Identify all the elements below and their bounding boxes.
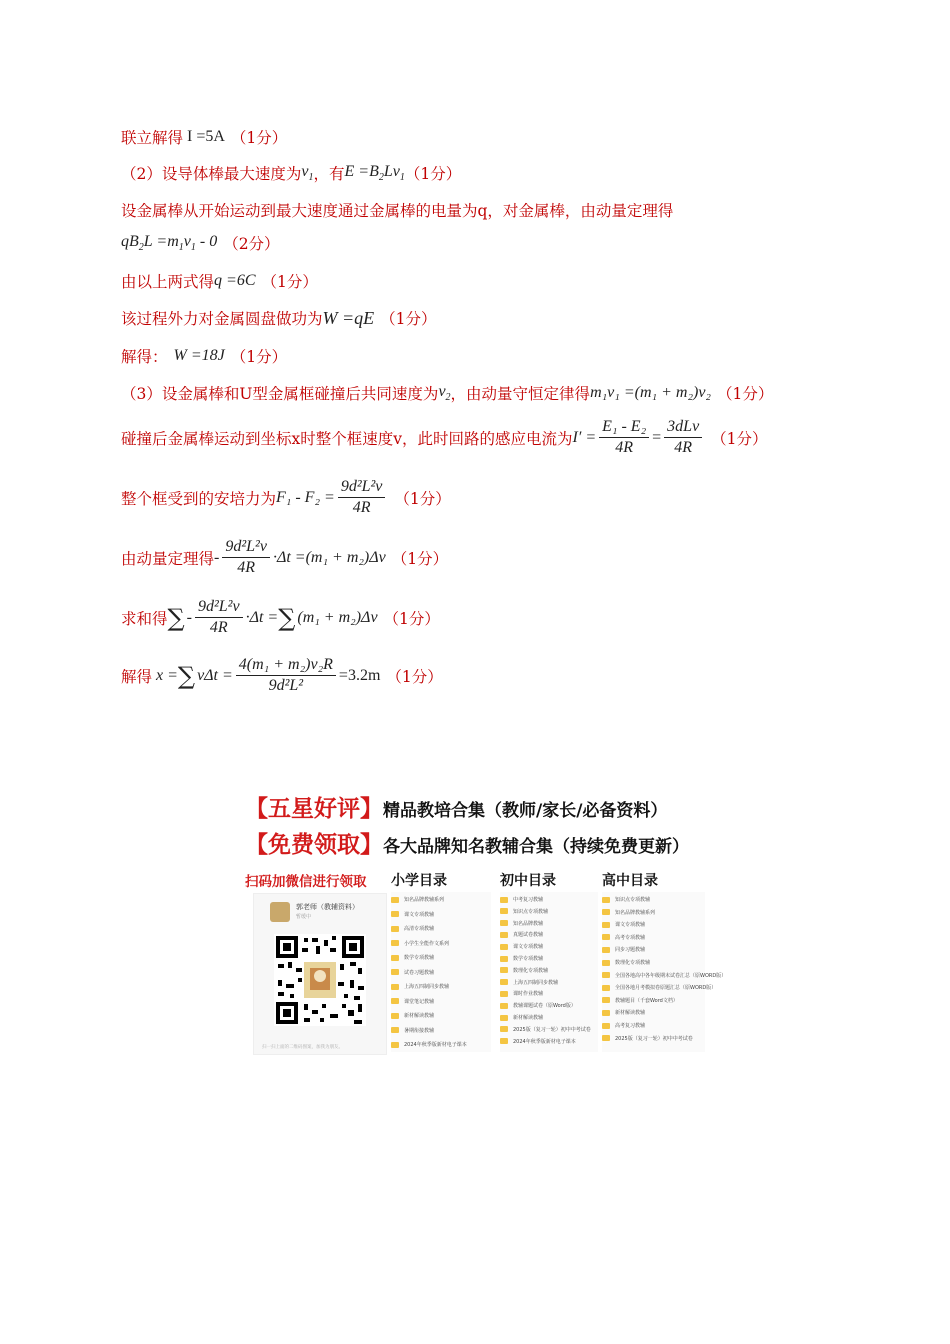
folder-icon — [500, 932, 508, 938]
folder-item[interactable] — [500, 1002, 576, 1009]
solution-line-2 — [121, 162, 461, 184]
folder-label: 知名品牌教辅系列 — [404, 897, 445, 903]
line-text: 由动量定理得 — [121, 549, 215, 568]
fraction: $\frac{\text{3dLv}}{4R}$ — [664, 418, 702, 457]
scan-label: 扫码加微信进行领取 — [245, 874, 367, 890]
folder-icon — [500, 944, 508, 950]
folder-icon — [391, 911, 399, 917]
folder-label: 小学生全能作文系列 — [404, 940, 450, 947]
equation-lhs: x = — [156, 666, 178, 684]
folder-label: 课文专项教辅 — [615, 922, 646, 929]
folder-item[interactable] — [602, 1022, 645, 1029]
solution-line-9 — [121, 418, 768, 457]
folder-icon — [602, 909, 610, 915]
high-folder-list — [602, 892, 727, 1052]
folder-item[interactable] — [602, 959, 650, 966]
folder-item[interactable] — [500, 1026, 591, 1033]
folder-label: 新材解读教辅 — [615, 1010, 646, 1017]
folder-label: 数理化专项教辅 — [513, 967, 549, 974]
folder-label: 2024年秋季版新材电子课本 — [513, 1038, 576, 1045]
sum-symbol: ∑ — [177, 661, 196, 690]
folder-icon — [602, 985, 610, 991]
folder-label: 上海五四制同步教辅 — [513, 979, 559, 986]
folder-item[interactable] — [391, 1041, 467, 1048]
folder-label: 知识点专项教辅 — [513, 908, 549, 915]
folder-icon — [500, 1015, 508, 1021]
folder-item[interactable] — [602, 997, 678, 1004]
folder-icon — [391, 969, 399, 975]
folder-icon — [391, 1013, 399, 1019]
folder-label: 知名品牌教辅 — [513, 920, 544, 927]
folder-label: 上海五四制同步教辅 — [404, 984, 450, 990]
solution-line-11 — [121, 538, 448, 577]
score-label: （1分） — [394, 489, 451, 508]
folder-icon — [391, 897, 399, 903]
folder-label: 高考复习教辅 — [615, 1023, 646, 1029]
line-text: 碰撞后金属棒运动到坐标x时整个框速度v，此时回路的感应电流为 — [121, 429, 573, 448]
score-label: （1分） — [404, 165, 462, 183]
folder-item[interactable] — [391, 969, 434, 976]
equation-lhs: I′ = — [572, 428, 597, 446]
primary-folder-list — [391, 892, 491, 1052]
fraction: $\frac{\text{E₁ - E₂}}{4R}$ — [599, 418, 649, 457]
score-label: （1分） — [717, 385, 774, 403]
folder-item[interactable] — [602, 972, 726, 979]
fraction: $\frac{\text{9d²L²v}}{4R}$ — [195, 598, 243, 637]
folder-item[interactable] — [391, 1012, 434, 1019]
fraction: $\frac{\text{4(m₁ + m₂)v₂R}}{\text{9d²L²}}$ — [236, 656, 336, 695]
folder-label: 教辅题目（千套Word文档） — [615, 997, 678, 1004]
folder-icon — [602, 997, 610, 1003]
fraction: $\frac{\text{9d²L²v}}{4R}$ — [222, 538, 270, 577]
sum-symbol: ∑ — [167, 603, 185, 632]
score-label: （1分） — [711, 429, 768, 448]
folder-label: 高清专项教辅 — [404, 926, 435, 932]
folder-icon — [500, 1026, 508, 1032]
primary-catalog-title: 小学目录 — [391, 873, 447, 889]
folder-icon — [602, 934, 610, 940]
contact-name: 郭老师（教辅资料） — [296, 903, 359, 911]
banner-headline-1: 【五星好评】精品教培合集（教师/家长/必备资料） — [245, 796, 668, 822]
folder-item[interactable] — [391, 983, 449, 990]
folder-label: 知名品牌教辅系列 — [615, 909, 656, 916]
folder-label: 知识点专项教辅 — [615, 897, 651, 903]
avatar — [270, 902, 290, 922]
folder-icon — [602, 1010, 610, 1016]
folder-item[interactable] — [500, 967, 548, 974]
folder-label: 2024年秋季版新材电子课本 — [404, 1042, 467, 1048]
folder-item[interactable] — [602, 921, 645, 928]
score-label: （1分） — [230, 348, 288, 366]
line-text: （2）设导体棒最大速度为 — [121, 165, 302, 183]
folder-icon — [500, 920, 508, 926]
folder-label: 全国各地月考模拟卷原题汇总（原WORD版） — [615, 985, 717, 992]
folder-icon — [500, 897, 508, 903]
folder-icon — [500, 956, 508, 962]
solution-line-6 — [121, 307, 437, 329]
folder-item[interactable] — [500, 990, 543, 997]
folder-label: 暑期衔接教辅 — [404, 1027, 435, 1034]
score-label: （1分） — [386, 667, 443, 686]
line-text: （3）设金属棒和U型金属框碰撞后共同速度为 — [121, 385, 439, 403]
folder-icon — [500, 979, 508, 985]
folder-item[interactable] — [391, 1027, 434, 1034]
qr-code-icon[interactable] — [274, 934, 366, 1026]
folder-icon — [391, 926, 399, 932]
line-text: 由以上两式得 — [121, 273, 215, 291]
folder-label: 课堂笔记教辅 — [404, 998, 435, 1005]
equation: $qB_2L =m_1v_1 - 0$ — [121, 232, 218, 254]
folder-item[interactable] — [602, 909, 655, 916]
folder-label: 数学专项教辅 — [404, 955, 435, 961]
solution-line-4 — [121, 232, 280, 254]
solution-line-1 — [121, 126, 287, 148]
folder-label: 中考复习教辅 — [513, 897, 544, 903]
folder-item[interactable] — [500, 896, 543, 903]
folder-item[interactable] — [500, 931, 543, 938]
folder-item[interactable] — [391, 911, 434, 918]
folder-icon — [500, 967, 508, 973]
line-text: 解得： — [121, 348, 168, 366]
contact-status: 暂缓中 — [296, 914, 312, 920]
folder-item[interactable] — [500, 943, 543, 950]
folder-label: 同步习题教辅 — [615, 947, 646, 954]
equation: W =18J — [173, 347, 225, 364]
solution-line-5 — [121, 270, 318, 292]
folder-icon — [602, 960, 610, 966]
solution-line-12 — [121, 598, 440, 637]
velocity-symbol: $v_2$ — [438, 382, 451, 404]
folder-icon — [500, 908, 508, 914]
line-text: 解得 — [121, 667, 153, 686]
line-text: ，有 — [313, 165, 345, 183]
folder-label: 课文专项教辅 — [513, 944, 544, 951]
folder-item[interactable] — [602, 1035, 693, 1042]
equation-mid: vΔt = — [197, 666, 233, 684]
folder-icon — [602, 1023, 610, 1029]
folder-item[interactable] — [500, 955, 543, 962]
equation-result: =3.2m — [338, 666, 381, 684]
velocity-symbol: $v_1$ — [301, 162, 314, 184]
equation: $E =B_2Lv_1$ — [344, 162, 405, 184]
qr-footnote: 扫一扫上面的二维码图案，加我为朋友。 — [262, 1045, 343, 1050]
folder-label: 新材解读教辅 — [404, 1013, 435, 1019]
folder-item[interactable] — [391, 998, 434, 1005]
folder-item[interactable] — [602, 934, 645, 941]
equals-sign: = — [652, 428, 662, 446]
line-text: 该过程外力对金属圆盘做功为 — [121, 310, 323, 328]
minus-sign: - — [214, 548, 220, 566]
folder-label: 高考专项教辅 — [615, 934, 646, 941]
folder-icon — [602, 1035, 610, 1041]
folder-item[interactable] — [500, 920, 543, 927]
folder-icon — [391, 940, 399, 946]
folder-icon — [602, 922, 610, 928]
promo-banner[interactable] — [245, 790, 727, 1055]
line-text: 联立解得 — [121, 129, 184, 147]
equation: m₁v₁ =(m₁ + m₂)v₂ — [590, 384, 711, 401]
solution-line-3 — [121, 199, 673, 221]
folder-item[interactable] — [500, 908, 548, 915]
folder-item[interactable] — [602, 1009, 645, 1016]
wechat-qr-card[interactable] — [253, 893, 387, 1055]
equation-rhs: ·Δt = — [245, 608, 279, 626]
folder-label: 真题试卷教辅 — [513, 932, 544, 939]
equation: W =qE — [322, 307, 375, 328]
score-label: （1分） — [261, 273, 318, 291]
folder-icon — [602, 947, 610, 953]
folder-label: 新材解读教辅 — [513, 1015, 544, 1021]
folder-icon — [391, 998, 399, 1004]
score-label: （1分） — [383, 609, 440, 628]
line-text: ，由动量守恒定律得 — [450, 385, 591, 403]
folder-label: 课文专项教辅 — [404, 911, 435, 918]
folder-icon — [500, 1038, 508, 1044]
minus-sign: - — [186, 608, 192, 626]
folder-icon — [500, 1003, 508, 1009]
high-catalog-title: 高中目录 — [602, 873, 658, 889]
line-text: 整个框受到的安培力为 — [121, 489, 277, 508]
equation-lhs: F₁ - F₂ = — [276, 488, 335, 506]
solution-line-10 — [121, 478, 451, 517]
folder-item[interactable] — [391, 940, 449, 947]
folder-item[interactable] — [500, 1038, 576, 1045]
folder-item[interactable] — [602, 946, 645, 953]
score-label: （1分） — [230, 129, 288, 147]
score-label: （1分） — [391, 549, 449, 568]
folder-label: 数学专项教辅 — [513, 956, 544, 962]
folder-icon — [500, 991, 508, 997]
score-label: （1分） — [380, 310, 437, 328]
folder-item[interactable] — [602, 896, 650, 903]
folder-item[interactable] — [391, 954, 434, 961]
folder-icon — [602, 972, 610, 978]
folder-icon — [391, 1042, 399, 1048]
folder-item[interactable] — [391, 925, 434, 932]
fraction: $\frac{\text{9d²L²v}}{4R}$ — [338, 478, 386, 517]
folder-icon — [391, 1027, 399, 1033]
middle-folder-list — [500, 892, 598, 1052]
line-text: 求和得 — [121, 609, 168, 628]
equation: q =6C — [214, 272, 256, 289]
folder-icon — [602, 897, 610, 903]
folder-label: 全国各地高中各年级期末试卷汇总（原WORD版） — [615, 972, 727, 979]
folder-item[interactable] — [500, 1014, 543, 1021]
sum-symbol: ∑ — [278, 603, 296, 632]
folder-label: 数理化专项教辅 — [615, 960, 651, 966]
folder-icon — [391, 984, 399, 990]
solution-line-13 — [121, 656, 443, 695]
solution-line-7 — [121, 345, 287, 367]
line-text: 设金属棒从开始运动到最大速度通过金属棒的电量为q，对金属棒，由动量定理得 — [121, 202, 674, 220]
folder-icon — [391, 955, 399, 961]
folder-label: 课时作业教辅 — [513, 991, 544, 998]
solution-line-8 — [121, 382, 773, 404]
folder-label: 教辅课题试卷（原Word版） — [513, 1003, 576, 1010]
folder-item[interactable] — [391, 896, 444, 903]
banner-headline-2: 【免费领取】各大品牌知名教辅合集（持续免费更新） — [245, 832, 689, 858]
equation-rhs: (m₁ + m₂)Δv — [297, 608, 378, 626]
equation: I =5A — [187, 128, 225, 145]
folder-label: 2025版（复习一轮）初中中考试卷 — [615, 1035, 693, 1042]
folder-item[interactable] — [602, 984, 716, 991]
middle-catalog-title: 初中目录 — [500, 873, 556, 889]
folder-label: 试卷习题教辅 — [404, 969, 435, 976]
score-label: （2分） — [223, 235, 280, 253]
folder-label: 2025版（复习一轮）初中中考试卷 — [513, 1026, 591, 1033]
folder-item[interactable] — [500, 979, 558, 986]
equation-rhs: ·Δt =(m₁ + m₂)Δv — [272, 548, 386, 566]
